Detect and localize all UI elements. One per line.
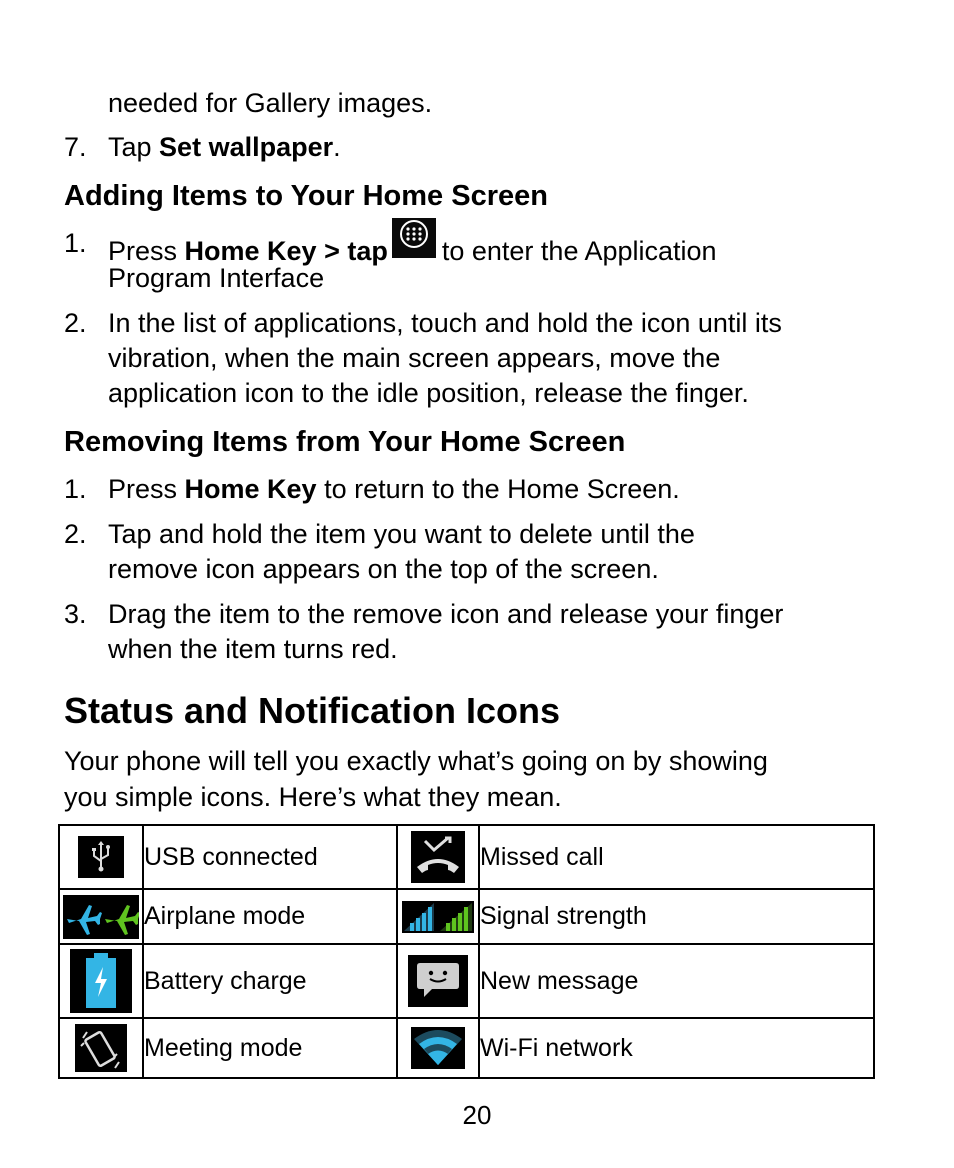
battery-icon [70, 949, 132, 1013]
signal-strength-label: Signal strength [479, 889, 874, 944]
table-row [59, 889, 874, 944]
removing-step-2-line1: Tap and hold the item you want to delete until the [108, 519, 695, 549]
step-number: 2. [64, 308, 87, 338]
message-icon [408, 955, 468, 1007]
step-number: 7. [64, 132, 87, 162]
step-number: 3. [64, 599, 87, 629]
step-number: 2. [64, 519, 87, 549]
new-message-label: New message [479, 944, 874, 1018]
adding-step-2-line3: application icon to the idle position, release the finger. [108, 378, 749, 408]
status-intro-line2: you simple icons. Here’s what they mean. [64, 782, 562, 812]
removing-step-1: Press Home Key to return to the Home Screen. [108, 474, 680, 504]
adding-step-1-line2: Program Interface [108, 263, 325, 293]
removing-step-3-line1: Drag the item to the remove icon and release your finger [108, 599, 784, 629]
usb-connected-label: USB connected [143, 825, 397, 889]
section-heading-adding: Adding Items to Your Home Screen [64, 180, 548, 212]
table-row [59, 944, 874, 1018]
page-heading-status: Status and Notification Icons [64, 690, 561, 731]
step-7: Tap Set wallpaper. [108, 132, 341, 162]
section-heading-removing: Removing Items from Your Home Screen [64, 426, 626, 458]
missed-call-label: Missed call [479, 825, 874, 889]
missed-call-icon [411, 831, 465, 883]
table-row [59, 1018, 874, 1078]
wifi-network-label: Wi-Fi network [479, 1018, 874, 1078]
adding-step-2-line1: In the list of applications, touch and hold the icon until its [108, 308, 782, 338]
continuation-line: needed for Gallery images. [108, 88, 433, 118]
vibrate-icon [75, 1024, 127, 1072]
step-number: 1. [64, 474, 87, 504]
airplane-icon [63, 895, 139, 939]
airplane-mode-label: Airplane mode [143, 889, 397, 944]
status-intro-line1: Your phone will tell you exactly what’s going on by showing [64, 746, 768, 776]
adding-step-2-line2: vibration, when the main screen appears, move the [108, 343, 721, 373]
battery-charge-label: Battery charge [143, 944, 397, 1018]
removing-step-2-line2: remove icon appears on the top of the screen. [108, 554, 659, 584]
removing-step-3-line2: when the item turns red. [108, 634, 398, 664]
signal-strength-icon [402, 901, 474, 933]
step-number: 1. [64, 228, 87, 258]
app-drawer-icon [392, 218, 436, 258]
meeting-mode-label: Meeting mode [143, 1018, 397, 1078]
wifi-icon [411, 1027, 465, 1069]
usb-icon [78, 836, 124, 878]
adding-step-1: Press Home Key > tap to enter the Application [108, 226, 717, 269]
page-number: 20 [462, 1100, 492, 1130]
table-row [59, 825, 874, 889]
status-icons-table [58, 824, 875, 1079]
